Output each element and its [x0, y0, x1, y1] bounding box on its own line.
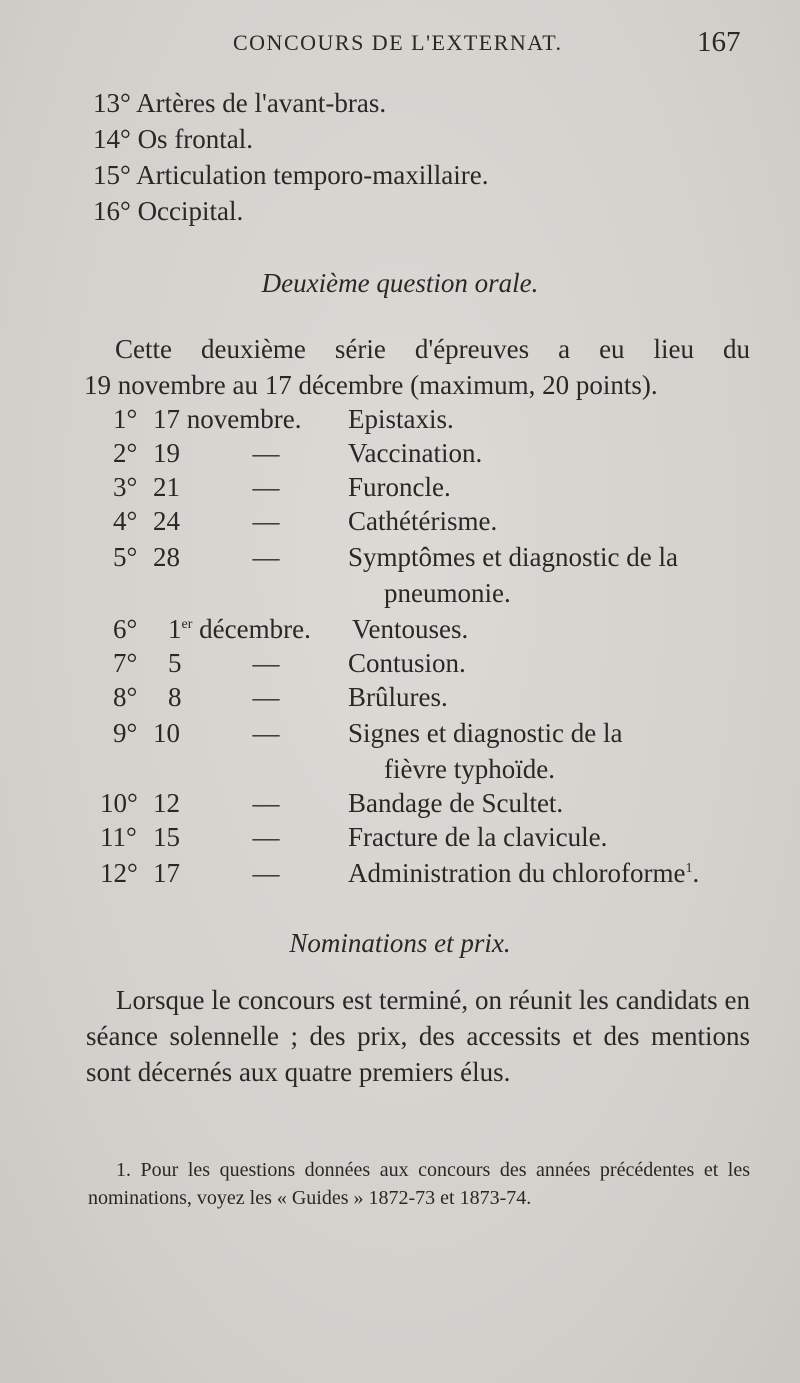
item-topic: Fracture de la clavicule. — [348, 822, 608, 852]
item-topic: Contusion. — [348, 648, 466, 678]
item-day: 17 — [153, 858, 180, 888]
table-row — [0, 646, 800, 680]
item-number: 1° — [113, 404, 138, 434]
page-header — [0, 26, 800, 64]
table-row — [0, 540, 800, 574]
item-day: 17 novembre. — [153, 404, 302, 434]
item-number: 14° — [93, 124, 131, 154]
item-number: 4° — [113, 506, 138, 536]
table-row — [0, 436, 800, 470]
item-number: 3° — [113, 472, 138, 502]
list-item — [93, 158, 488, 192]
footnote-marker: 1. — [116, 1159, 131, 1181]
table-row — [0, 612, 800, 646]
intro-line-1: Cette deuxième série d'épreuves a eu lieu du — [115, 334, 750, 364]
intro-line-2: 19 novembre au 17 décembre (maximum, 20 points). — [84, 370, 658, 400]
item-number: 6° — [113, 614, 138, 644]
item-text: Os frontal. — [137, 124, 254, 154]
item-topic-continuation: fièvre typhoïde. — [384, 754, 555, 784]
ditto-dash: — — [252, 788, 280, 818]
ditto-dash: — — [252, 506, 280, 536]
ditto-dash: — — [252, 472, 280, 502]
item-day: 1er décembre. — [168, 614, 311, 644]
list-item — [93, 194, 243, 228]
ditto-dash: — — [252, 822, 280, 852]
item-number: 13° — [93, 88, 131, 118]
table-row — [0, 786, 800, 820]
item-text: Artères de l'avant-bras. — [136, 88, 387, 118]
item-day: 21 — [153, 472, 180, 502]
ditto-dash: — — [252, 438, 280, 468]
item-topic: Symptômes et diagnostic de la — [348, 542, 678, 572]
item-topic-continuation: pneumonie. — [384, 578, 511, 608]
table-row — [0, 402, 800, 436]
item-topic: Cathétérisme. — [348, 506, 498, 536]
item-number: 11° — [100, 822, 137, 852]
item-text: Articulation temporo-maxillaire. — [136, 160, 489, 190]
ditto-dash: — — [252, 718, 280, 748]
footnote-text: Pour les questions données aux concours des années précédentes et les nominations, voyez les « Guides » 1872-73 et 1873-74. — [88, 1159, 751, 1209]
item-topic: Epistaxis. — [348, 404, 454, 434]
item-topic: Bandage de Scultet. — [348, 788, 564, 818]
item-day: 10 — [153, 718, 180, 748]
table-row — [0, 470, 800, 504]
item-number: 15° — [93, 160, 131, 190]
item-number: 16° — [93, 196, 131, 226]
page-number: 167 — [697, 26, 741, 58]
list-item — [93, 122, 253, 156]
list-item — [93, 86, 386, 120]
item-topic: Vaccination. — [348, 438, 483, 468]
table-row — [0, 716, 800, 750]
ditto-dash: — — [252, 858, 280, 888]
running-title: CONCOURS DE L'EXTERNAT. — [233, 30, 563, 55]
table-row — [0, 504, 800, 538]
item-number: 2° — [113, 438, 138, 468]
item-topic: Brûlures. — [348, 682, 448, 712]
section-heading-nominations: Nominations et prix. — [289, 928, 511, 958]
item-day: 12 — [153, 788, 180, 818]
item-topic: Ventouses. — [352, 614, 469, 644]
item-day: 8 — [168, 682, 182, 712]
item-number: 7° — [113, 648, 138, 678]
item-number: 9° — [113, 718, 138, 748]
item-text: Occipital. — [137, 196, 244, 226]
table-row — [0, 856, 800, 890]
item-day: 24 — [153, 506, 180, 536]
item-topic: Signes et diagnostic de la — [348, 718, 623, 748]
item-number: 10° — [100, 788, 138, 818]
item-topic: Furoncle. — [348, 472, 451, 502]
ditto-dash: — — [252, 542, 280, 572]
table-row — [0, 680, 800, 714]
item-number: 5° — [113, 542, 138, 572]
table-row — [0, 820, 800, 854]
item-day: 15 — [153, 822, 180, 852]
item-day: 19 — [153, 438, 180, 468]
item-day: 5 — [168, 648, 182, 678]
nominations-paragraph: Lorsque le concours est terminé, on réunit les candidats en séance solennelle ; des prix, des accessits et des mentions sont décernés aux quatre premiers élus. — [86, 985, 750, 1087]
item-day: 28 — [153, 542, 180, 572]
ditto-dash: — — [252, 648, 280, 678]
ditto-dash: — — [252, 682, 280, 712]
item-number: 8° — [113, 682, 138, 712]
item-topic: Administration du chloroforme$^1$. — [348, 858, 700, 888]
footnote — [88, 1156, 750, 1212]
item-number: 12° — [100, 858, 138, 888]
section-heading-deuxieme-question: Deuxième question orale. — [261, 268, 539, 298]
